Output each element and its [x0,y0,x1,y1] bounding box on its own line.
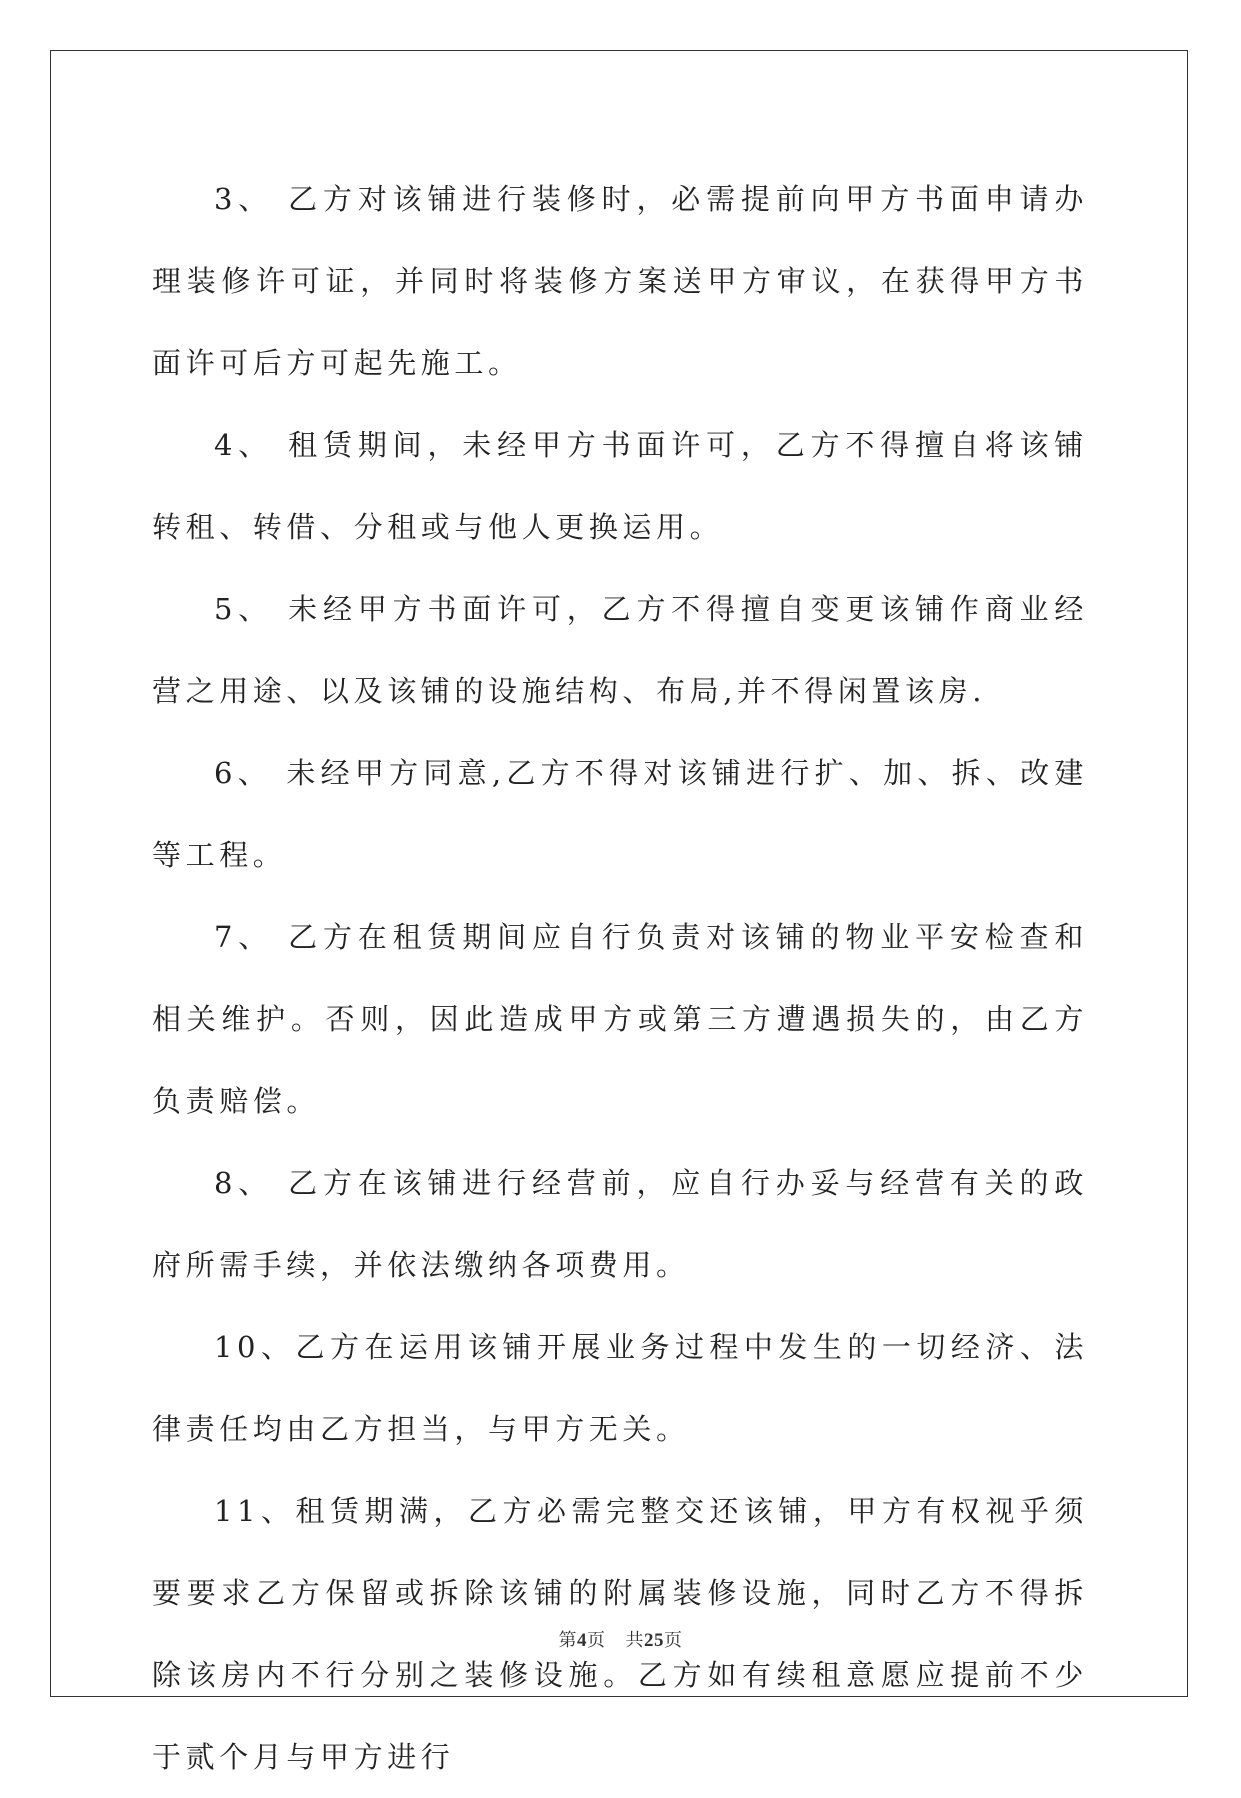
paragraph-clause-11: 11、租赁期满，乙方必需完整交还该铺，甲方有权视乎须要要求乙方保留或拆除该铺的附属装修设施，同时乙方不得拆除该房内不行分别之装修设施。乙方如有续租意愿应提前不少于贰个月与甲方进行 [152,1494,1088,1774]
document-body [152,158,1088,1798]
page-number: 4 [577,1630,587,1651]
page-prefix: 第 [558,1630,577,1651]
paragraph-clause-6: 6、 未经甲方同意,乙方不得对该铺进行扩、加、拆、改建等工程。 [152,756,1088,872]
total-suffix: 页 [664,1630,683,1651]
paragraph-clause-3: 3、 乙方对该铺进行装修时，必需提前向甲方书面申请办理装修许可证，并同时将装修方案送甲方审议，在获得甲方书面许可后方可起先施工。 [152,182,1088,380]
paragraph-clause-8: 8、 乙方在该铺进行经营前，应自行办妥与经营有关的政府所需手续，并依法缴纳各项费用。 [152,1166,1088,1282]
paragraph-clause-7: 7、 乙方在租赁期间应自行负责对该铺的物业平安检查和相关维护。否则，因此造成甲方或第三方遭遇损失的，由乙方负责赔偿。 [152,920,1088,1118]
page-footer [0,1626,1241,1652]
page-suffix: 页 [587,1630,606,1651]
paragraph-clause-5: 5、 未经甲方书面许可，乙方不得擅自变更该铺作商业经营之用途、以及该铺的设施结构、布局,并不得闲置该房. [152,592,1088,708]
paragraph-clause-4: 4、 租赁期间，未经甲方书面许可，乙方不得擅自将该铺转租、转借、分租或与他人更换运用。 [152,428,1088,544]
total-prefix: 共 [625,1630,644,1651]
paragraph-clause-10: 10、乙方在运用该铺开展业务过程中发生的一切经济、法律责任均由乙方担当，与甲方无关。 [152,1330,1088,1446]
total-pages: 25 [644,1630,664,1651]
